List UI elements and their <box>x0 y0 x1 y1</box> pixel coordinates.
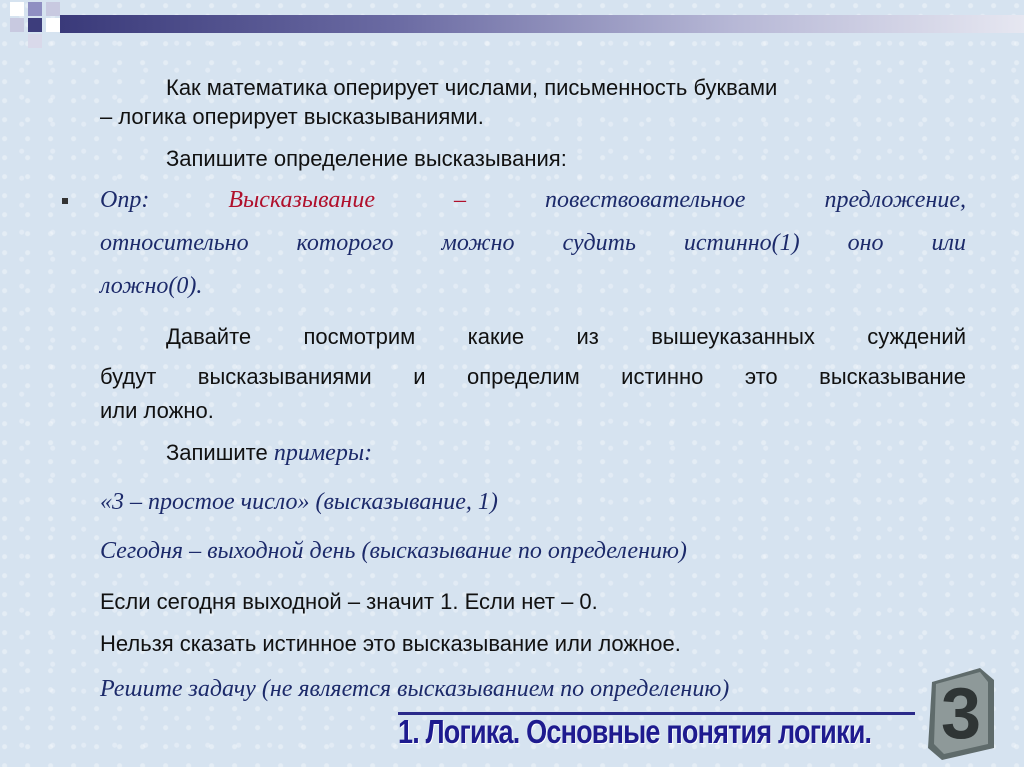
badge-number: 3 <box>940 674 982 754</box>
example-3: Решите задачу (не является высказыванием по определению) <box>100 676 730 702</box>
example-1: «3 – простое число» (высказывание, 1) <box>100 489 498 515</box>
paragraph-line-2: будут высказываниями и определим истинно это высказывание <box>100 364 966 389</box>
definition-dash: – <box>453 187 466 213</box>
definition-label: Опр: <box>100 187 150 213</box>
decor-square <box>46 2 60 16</box>
definition-line-3: ложно(0). <box>100 273 203 299</box>
examples-heading <box>166 438 766 468</box>
header-decoration <box>0 0 1024 48</box>
instruction-definition: Запишите определение высказывания: <box>166 146 567 171</box>
decor-square <box>10 2 24 16</box>
intro-line-2: – логика оперирует высказываниями. <box>100 104 484 129</box>
example-2-note-2: Нельзя сказать истинное это высказывание или ложное. <box>100 631 681 656</box>
definition-line-1 <box>100 186 966 215</box>
footer-title: 1. Логика. Основные понятия логики. <box>398 713 872 750</box>
paragraph-line-1: Давайте посмотрим какие из вышеуказанных суждений <box>166 324 966 349</box>
decor-square <box>28 34 42 48</box>
example-2: Сегодня – выходной день (высказывание по определению) <box>100 538 687 564</box>
intro-line-1: Как математика оперирует числами, письменность буквами <box>166 75 778 100</box>
paragraph-line-3: или ложно. <box>100 398 214 423</box>
decor-square <box>10 18 24 32</box>
examples-label: примеры: <box>273 440 373 466</box>
decor-square <box>28 18 42 32</box>
header-gradient-bar <box>60 15 1024 33</box>
decor-square <box>28 2 42 16</box>
definition-term: Высказывание <box>228 187 375 213</box>
bullet-icon <box>62 198 68 204</box>
definition-line-2: относительно которого можно судить истинно(1) оно или <box>100 230 966 256</box>
number-3-logo <box>922 660 1000 765</box>
definition-rest: повествовательное предложение, <box>545 187 967 213</box>
decor-square <box>46 18 60 32</box>
examples-prefix: Запишите <box>166 440 274 465</box>
example-2-note-1: Если сегодня выходной – значит 1. Если нет – 0. <box>100 589 598 614</box>
